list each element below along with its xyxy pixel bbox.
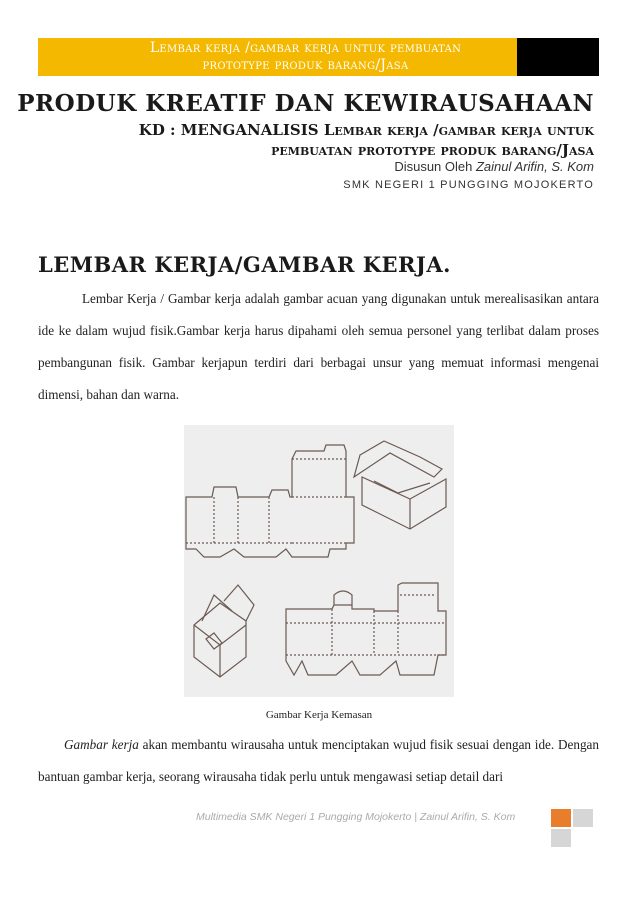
author-line [394, 159, 594, 174]
paragraph-2 [38, 729, 599, 793]
page-footer: Multimedia SMK Negeri 1 Pungging Mojokerto | Zainul Arifin, S. Kom [196, 811, 516, 823]
banner-text [98, 40, 513, 74]
footer-gray-square-2 [551, 829, 571, 847]
document-title: PRODUK KREATIF DAN KEWIRAUSAHAAN [17, 90, 594, 117]
footer-gray-square-1 [573, 809, 593, 827]
paragraph-2-lead: Gambar kerja [64, 737, 139, 752]
kd-heading [94, 120, 594, 160]
paragraph-2-text: akan membantu wirausaha untuk menciptakan wujud fisik sesuai dengan ide. Dengan bantuan gambar kerja, seorang wirausaha tidak perlu untuk mengawasi setiap detail dari [38, 737, 599, 784]
header-banner [38, 38, 599, 76]
kd-line-2: pembuatan prototype produk barang/Jasa [271, 141, 594, 159]
banner-line-2: prototype produk barang/Jasa [202, 57, 409, 73]
banner-line-1: Lembar kerja /gambar kerja untuk pembuatan [149, 40, 462, 56]
packaging-figure [184, 425, 454, 697]
figure-caption: Gambar Kerja Kemasan [265, 709, 373, 721]
footer-orange-square [551, 809, 571, 827]
kd-line-1: KD : MENGANALISIS Lembar kerja /gambar kerja untuk [138, 121, 594, 139]
author-name: Zainul Arifin, S. Kom [475, 159, 594, 174]
author-prefix: Disusun Oleh [394, 159, 473, 174]
section-title: LEMBAR KERJA/GAMBAR KERJA. [38, 252, 451, 277]
banner-black-block [517, 38, 599, 76]
school-name: SMK NEGERI 1 PUNGGING MOJOKERTO [343, 179, 594, 191]
box-dieline-drawing [184, 425, 454, 697]
paragraph-1: Lembar Kerja / Gambar kerja adalah gambar acuan yang digunakan untuk merealisasikan antara ide ke dalam wujud fisik.Gambar kerja harus dipahami oleh semua personel yang terlibat dalam proses pembangunan fisik. Gambar kerjapun terdiri dari berbagai unsur yang memuat informasi mengenai dimensi, bahan dan warna. [38, 291, 599, 402]
